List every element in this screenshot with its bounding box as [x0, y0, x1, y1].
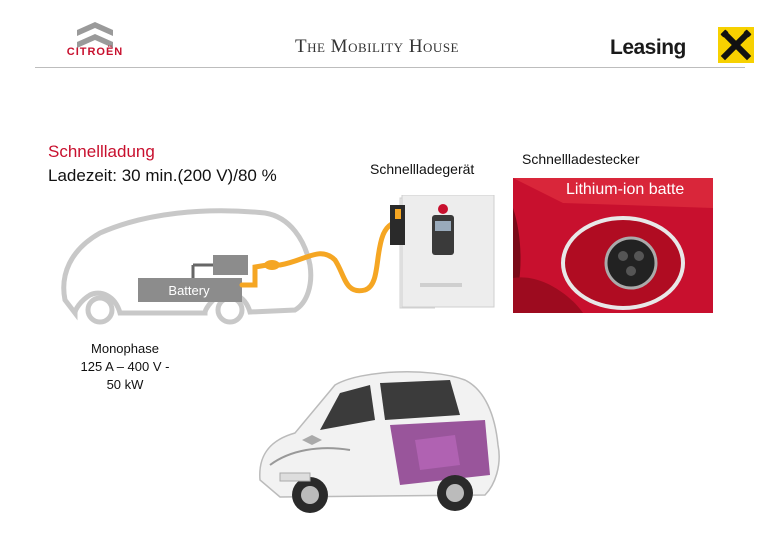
slide-title: Schnellladung: [48, 142, 155, 161]
citroen-logo-text: CITROËN: [66, 46, 124, 58]
electric-car-photo: [240, 345, 520, 525]
spec-line: 125 A – 400 V -: [80, 359, 170, 374]
plug-label: Schnellladestecker: [522, 151, 640, 167]
spec-line: Monophase: [91, 341, 159, 356]
inverter-box: [213, 255, 248, 275]
charging-time-text: Ladezeit: 30 min.(200 V)/80 %: [48, 166, 277, 185]
lithium-ion-text: Lithium-ion batte: [566, 181, 685, 198]
header-divider: [35, 67, 745, 68]
mobility-house-title: The Mobility House: [295, 36, 459, 57]
leasing-logo-text: Leasing: [610, 36, 686, 59]
spec-line: 50 kW: [106, 377, 144, 392]
charging-diagram: [55, 195, 435, 330]
charger-label: Schnellladegerät: [370, 161, 475, 177]
plug-connector: [264, 260, 280, 270]
raiffeisen-cross-icon: [718, 27, 754, 63]
charger-station-icon: [380, 195, 495, 315]
car-wheel-front: [88, 298, 112, 322]
battery-label: Battery: [168, 283, 210, 298]
monophase-specs: [60, 340, 190, 394]
